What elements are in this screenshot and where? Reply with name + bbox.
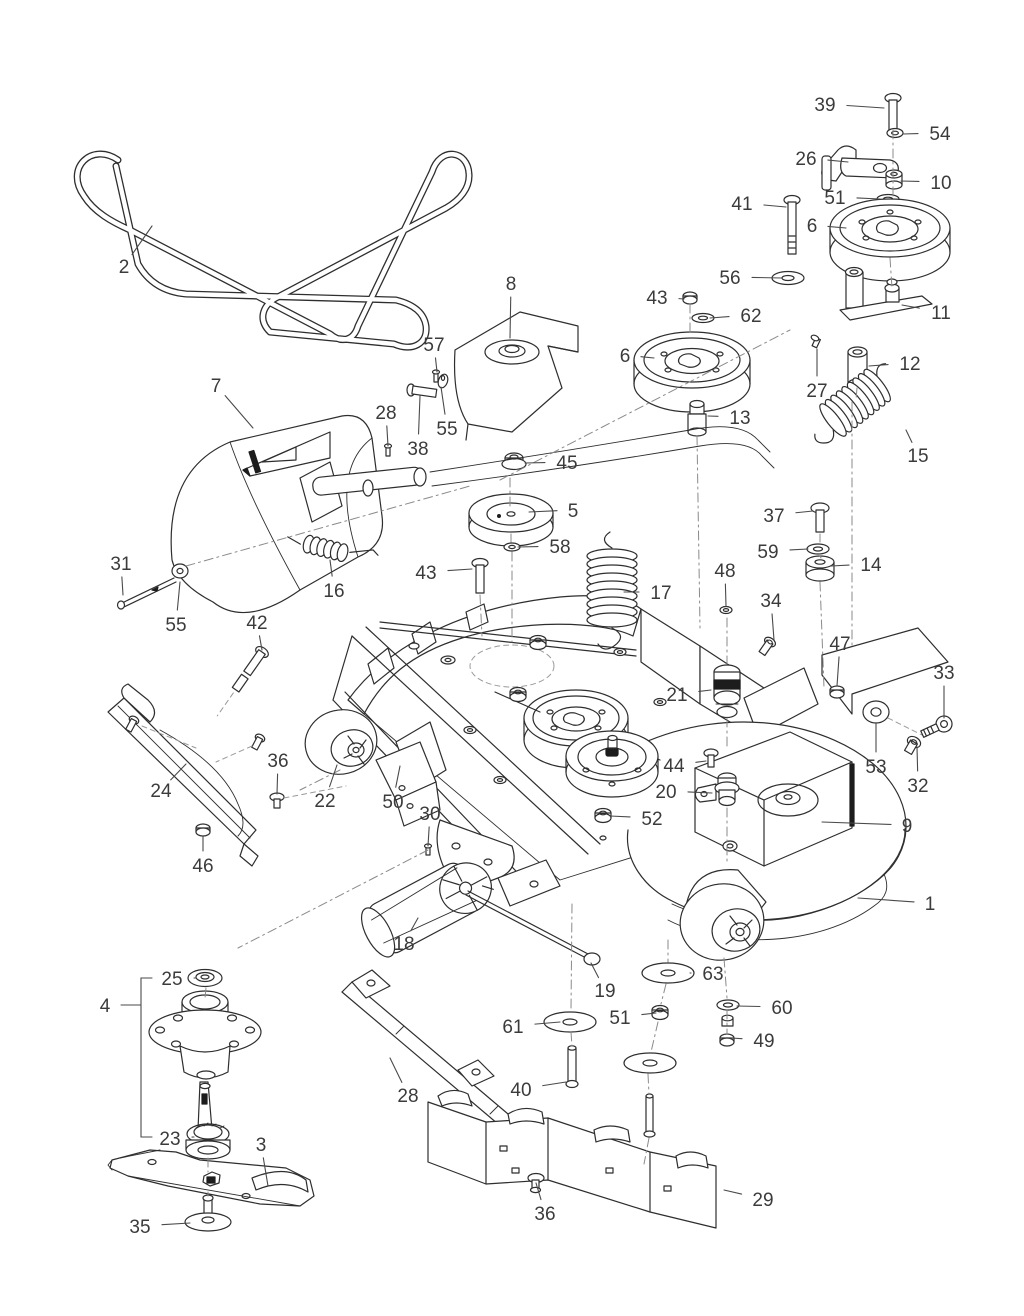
leader-line (847, 105, 884, 108)
part-number-label: 60 (771, 998, 793, 1019)
part-number-label: 37 (763, 506, 785, 527)
part-callout-28-angle-bar (390, 1058, 419, 1107)
leader-line (390, 1058, 402, 1082)
part-number-label: 20 (655, 782, 677, 803)
part-callout-17-extension-spring (624, 583, 672, 604)
part-callout-20-fitting (655, 782, 712, 803)
part-callout-1-deck-shell (858, 894, 935, 915)
leader-line (822, 822, 891, 824)
leader-line (831, 565, 849, 566)
leader-line (837, 657, 839, 686)
part-callout-43-nut (646, 288, 684, 309)
leader-line (122, 577, 123, 595)
part-number-label: 32 (907, 776, 929, 797)
part-number-label: 6 (619, 346, 631, 367)
part-number-label: 44 (663, 756, 685, 777)
part-number-label: 30 (419, 804, 441, 825)
part-callout-55-washer (165, 582, 186, 636)
part-callout-16-spring (323, 560, 344, 602)
leader-line (764, 205, 786, 207)
part-callout-60-washer (737, 998, 793, 1019)
leader-line (330, 765, 337, 787)
part-callout-62-washer (710, 306, 762, 327)
part-number-label: 3 (255, 1135, 267, 1156)
part-callout-28-pin (375, 403, 396, 446)
part-callout-2-drive-belt (119, 226, 152, 278)
part-number-label: 2 (118, 257, 130, 278)
leader-line (917, 747, 918, 771)
leader-line (869, 365, 888, 366)
leader-line (796, 511, 813, 513)
part-number-label: 5 (567, 501, 579, 522)
part-callout-3-blade (256, 1135, 268, 1186)
part-number-label: 31 (110, 554, 132, 575)
part-number-label: 24 (150, 781, 172, 802)
leader-line (902, 305, 919, 308)
part-callout-14-spacer (831, 555, 882, 576)
part-callout-52-nut (610, 809, 663, 830)
leader-line (642, 1013, 656, 1015)
part-number-label: 56 (719, 268, 741, 289)
part-number-label: 51 (824, 188, 846, 209)
leader-line (396, 766, 400, 787)
part-callout-9-belt-cover (822, 816, 912, 837)
part-callout-61-washer (502, 1017, 560, 1038)
part-number-label: 21 (666, 685, 688, 706)
part-number-label: 41 (731, 194, 753, 215)
part-callout-42-bolt (246, 613, 267, 650)
part-callout-30-pin (419, 804, 440, 846)
part-number-label: 27 (806, 381, 828, 402)
part-number-label: 40 (510, 1080, 532, 1101)
leader-line (772, 614, 774, 640)
part-callout-40-bolt (510, 1080, 566, 1101)
part-callout-26-idler-arm (795, 149, 848, 170)
leader-line (696, 761, 706, 762)
part-number-label: 8 (505, 274, 517, 295)
leader-line (535, 1022, 560, 1024)
part-number-label: 29 (752, 1190, 774, 1211)
part-number-label: 61 (502, 1017, 524, 1038)
part-callout-8-cover-plate (506, 274, 517, 338)
leader-line (330, 560, 332, 576)
part-callout-6-idler-pulley (807, 216, 846, 237)
part-callout-27-screw (806, 349, 827, 402)
part-callout-15-extension-spring (906, 430, 929, 467)
part-callout-10-spacer (901, 173, 952, 194)
part-callout-36-screw (267, 751, 288, 794)
part-callout-54-nut (903, 124, 951, 145)
part-number-label: 23 (159, 1129, 181, 1150)
part-callout-51-nut (609, 1008, 656, 1029)
part-callout-22-gauge-wheel (314, 765, 337, 812)
leader-line (162, 1223, 190, 1225)
part-callout-44-bolt (663, 756, 706, 777)
part-number-label: 55 (436, 419, 458, 440)
part-callout-5-pulley (529, 501, 578, 522)
leader-line (724, 1190, 742, 1194)
part-number-label: 36 (267, 751, 289, 772)
part-callout-12-bushing (869, 354, 921, 375)
part-callout-58-nut (518, 537, 571, 558)
leader-line (428, 827, 429, 846)
part-number-label: 15 (907, 446, 929, 467)
part-callout-23-bearing (159, 1129, 194, 1150)
part-number-label: 43 (646, 288, 668, 309)
part-number-label: 47 (829, 634, 851, 655)
part-callout-31-rod (110, 554, 131, 595)
part-number-label: 10 (930, 173, 952, 194)
part-callout-6-idler-pulley (620, 346, 654, 367)
part-number-label: 13 (729, 408, 751, 429)
part-number-label: 33 (933, 663, 955, 684)
part-number-label: 22 (314, 791, 336, 812)
part-number-label: 1 (924, 894, 936, 915)
leader-line (529, 511, 557, 512)
part-number-label: 36 (534, 1204, 556, 1225)
leader-line (752, 277, 782, 278)
part-number-label: 4 (99, 996, 111, 1017)
leader-line (171, 764, 186, 780)
part-callout-39-bolt (814, 95, 884, 116)
part-number-label: 28 (375, 403, 397, 424)
leader-line (906, 430, 912, 442)
leader-line (699, 690, 711, 691)
part-number-label: 53 (865, 757, 887, 778)
part-number-label: 18 (393, 934, 415, 955)
part-number-label: 12 (899, 354, 921, 375)
part-callout-36-screw (534, 1183, 555, 1225)
part-number-label: 43 (415, 563, 437, 584)
leader-line (828, 160, 848, 162)
leader-line (536, 1183, 541, 1200)
part-number-label: 46 (192, 856, 214, 877)
leader-line (710, 317, 729, 318)
part-callout-7-discharge-deflector (211, 376, 253, 428)
leader-line (411, 918, 418, 931)
part-callout-43-bolt (415, 563, 472, 584)
part-number-label: 48 (714, 561, 736, 582)
part-callout-29-rear-baffle (724, 1190, 774, 1211)
part-callout-55-clip (436, 387, 457, 440)
part-callout-33-key (933, 663, 954, 718)
part-number-label: 55 (165, 615, 187, 636)
leader-line (435, 358, 437, 372)
part-callout-25-bearing (161, 969, 196, 990)
part-number-label: 58 (549, 537, 571, 558)
part-callout-4-spindle-assembly (100, 978, 152, 1137)
part-callout-56-washer (719, 268, 782, 289)
part-callout-53-washer (865, 724, 886, 778)
part-number-label: 9 (901, 816, 913, 837)
leader-line (858, 898, 914, 902)
leader-line (641, 357, 654, 358)
part-callout-32-bolt (907, 747, 928, 797)
part-callout-49-nut (731, 1031, 775, 1052)
leader-line (610, 816, 630, 817)
part-callout-24-skid (150, 764, 186, 802)
part-number-label: 52 (641, 809, 663, 830)
part-callout-41-bolt (731, 194, 786, 215)
leader-line (259, 636, 262, 650)
part-callout-18-roller (393, 918, 418, 955)
leader-line (543, 1082, 566, 1086)
part-number-label: 51 (609, 1008, 631, 1029)
part-number-label: 17 (650, 583, 672, 604)
part-number-label: 25 (161, 969, 183, 990)
leader-line (177, 582, 180, 610)
leader-line (725, 584, 726, 606)
part-callout-34-bolt (760, 591, 782, 640)
leader-line (419, 396, 420, 434)
part-number-label: 45 (556, 453, 578, 474)
part-callout-37-bolt (763, 506, 813, 527)
leader-line (132, 226, 152, 255)
leader-line (857, 198, 880, 199)
part-callout-50-bracket (382, 766, 403, 813)
part-number-label: 63 (702, 964, 724, 985)
part-number-label: 50 (382, 792, 404, 813)
part-callout-48-nut (714, 561, 735, 606)
part-number-label: 28 (397, 1086, 419, 1107)
part-number-label: 38 (407, 439, 429, 460)
part-number-label: 14 (860, 555, 882, 576)
leader-line (510, 297, 511, 338)
part-number-label: 49 (753, 1031, 775, 1052)
part-number-label: 35 (129, 1217, 151, 1238)
leader-line (441, 387, 445, 414)
part-number-label: 19 (594, 981, 616, 1002)
part-number-label: 39 (814, 95, 836, 116)
part-number-label: 26 (795, 149, 817, 170)
part-callout-35-blade-bolt (129, 1217, 190, 1238)
part-number-label: 16 (323, 581, 345, 602)
part-number-label: 42 (246, 613, 268, 634)
part-number-label: 62 (740, 306, 762, 327)
part-number-label: 7 (210, 376, 222, 397)
part-number-label: 6 (806, 216, 818, 237)
part-callout-47-nut (829, 634, 850, 686)
leader-line (828, 226, 846, 228)
leader-line (277, 774, 278, 794)
part-callout-63-washer (690, 964, 724, 985)
part-callout-19-rod (591, 963, 616, 1002)
leader-line (688, 792, 712, 793)
part-number-label: 54 (929, 124, 951, 145)
part-callout-13-bushing (708, 408, 751, 429)
leader-line (448, 569, 472, 571)
leader-line (225, 396, 253, 428)
leader-line (263, 1158, 268, 1186)
leader-line (387, 426, 388, 446)
part-callout-45-nut (525, 453, 578, 474)
leader-line (790, 549, 808, 550)
leader-line (591, 963, 599, 978)
part-callout-59-washer (757, 542, 808, 563)
part-callout-11-stud (902, 303, 951, 324)
part-callout-46-nut (192, 836, 213, 877)
part-callout-51-washer (824, 188, 880, 209)
part-callout-38-bolt (407, 396, 428, 460)
part-number-label: 11 (931, 303, 951, 324)
part-number-label: 59 (757, 542, 779, 563)
leader-line (737, 1006, 760, 1007)
leader-line (731, 1038, 742, 1039)
part-number-label: 34 (760, 591, 782, 612)
part-number-label: 57 (423, 335, 445, 356)
part-callout-57-pin (423, 335, 444, 372)
part-callout-21-latch-pin (666, 685, 711, 706)
